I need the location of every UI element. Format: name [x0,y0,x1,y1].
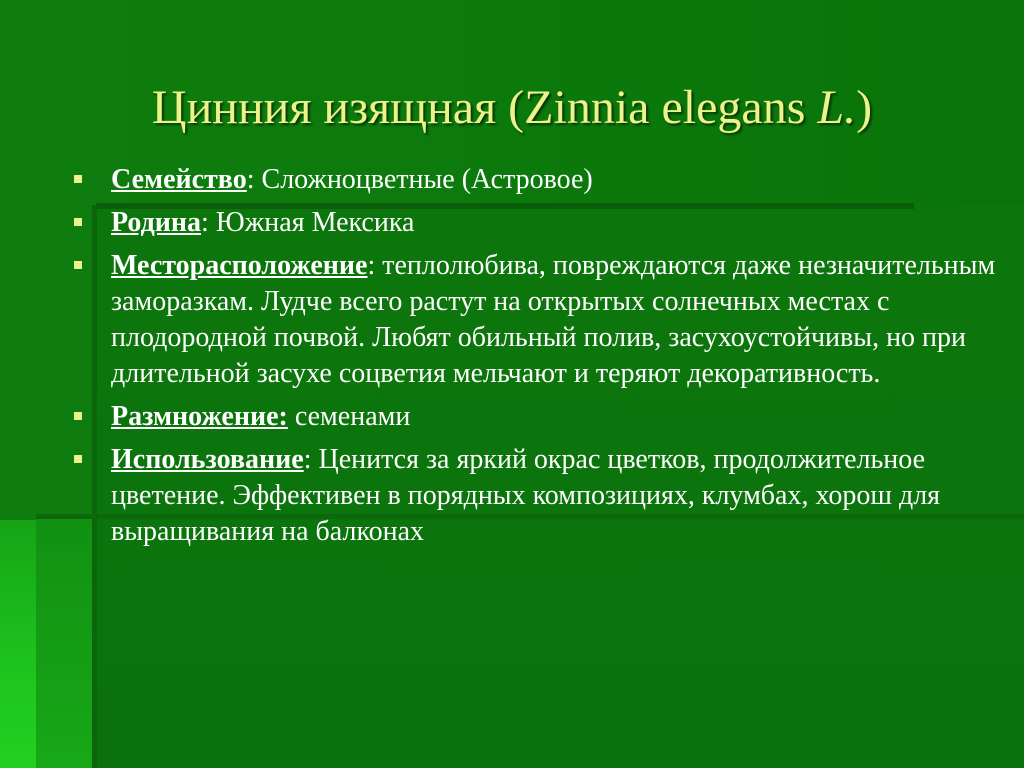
item-text: Ценится за яркий окрас цветков, продолжительное цветение. Эффективен в порядных композициях, клумбах, хорош для выращивания на балконах [111,444,941,547]
background-left-strip [0,520,40,768]
title-main: Цинния изящная (Zinnia elegans [151,81,818,134]
bullet-list [72,162,1002,557]
list-item-usage [72,442,1002,550]
square-bullet-icon [74,218,82,226]
square-bullet-icon [74,455,82,463]
item-separator: : [246,164,262,195]
item-separator [288,401,295,432]
item-term: Семейство [111,164,247,195]
title-italic: L. [817,81,857,134]
item-term: Размножение: [111,401,288,432]
item-separator: : [367,250,383,281]
list-item-propagation [72,399,1002,435]
item-term: Использование [111,444,304,475]
item-term: Месторасположение [111,250,368,281]
square-bullet-icon [74,175,82,183]
item-text: Южная Мексика [215,207,415,238]
item-separator: : [201,207,216,238]
slide-title [0,78,1024,138]
list-item-homeland [72,205,1002,241]
item-text: семенами [294,401,411,432]
list-item-location [72,248,1002,392]
title-close: ) [856,81,873,134]
item-text: теплолюбива, повреждаются даже незначительным заморазкам. Лудче всего растут на открытых солнечных местах с плодородной почвой. Любят обильный полив, засухоустойчивы, но при длительной засухе соцветия мельчают и теряют декоративность. [111,250,996,389]
item-text: Сложноцветные (Астровое) [261,164,593,195]
item-separator: : [303,444,319,475]
list-item-family [72,162,1002,198]
item-term: Родина [111,207,202,238]
square-bullet-icon [74,412,82,420]
square-bullet-icon [74,261,82,269]
